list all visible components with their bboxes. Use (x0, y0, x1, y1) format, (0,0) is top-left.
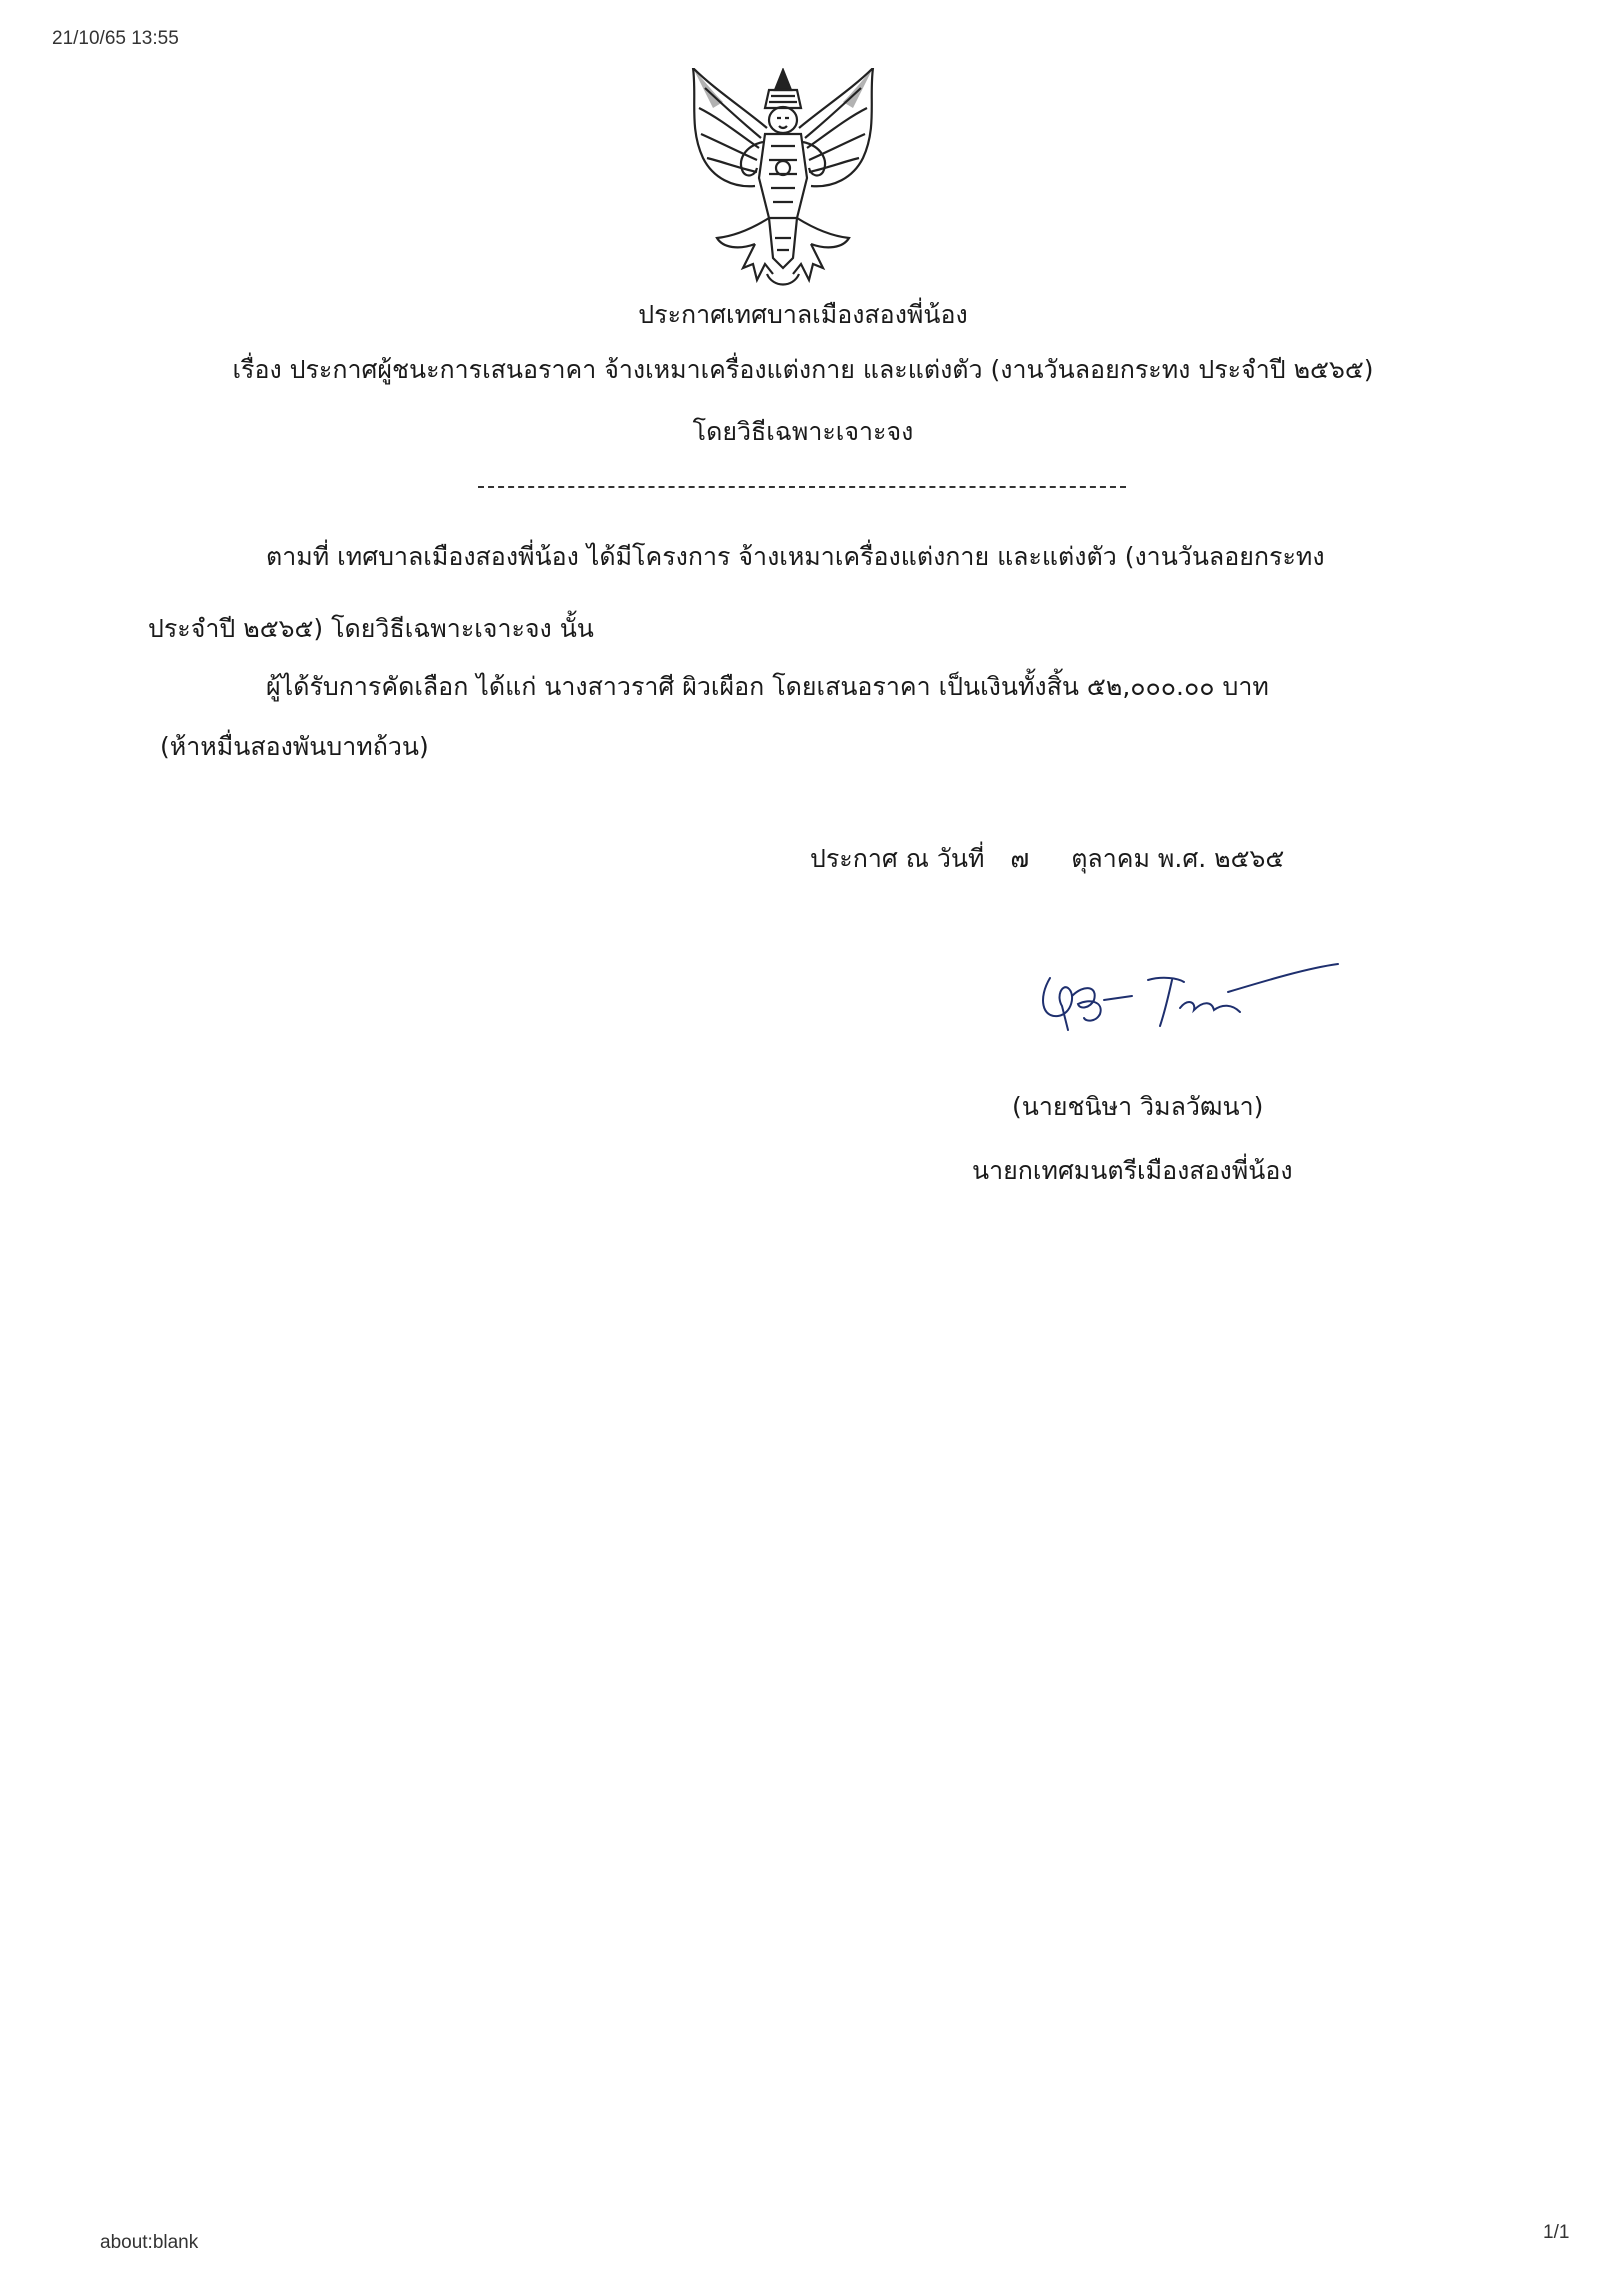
signatory-position: นายกเทศมนตรีเมืองสองพี่น้อง (972, 1156, 1293, 1185)
garuda-emblem-icon (683, 68, 883, 293)
para1-line2: ประจำปี ๒๕๖๕) โดยวิธีเฉพาะเจาะจง นั้น (148, 614, 594, 643)
heading-line-2: เรื่อง ประกาศผู้ชนะการเสนอราคา จ้างเหมาเครื่องแต่งกาย และแต่งตัว (งานวันลอยกระทง ประจำปี ๒๕๖๕) (232, 355, 1374, 384)
para2-line2: (ห้าหมื่นสองพันบาทถ้วน) (160, 732, 429, 761)
dashed-divider (478, 486, 1126, 488)
heading-line-1: ประกาศเทศบาลเมืองสองพี่น้อง (638, 300, 968, 329)
para1-line1: ตามที่ เทศบาลเมืองสองพี่น้อง ได้มีโครงการ จ้างเหมาเครื่องแต่งกาย และแต่งตัว (งานวันลอยกระทง (266, 542, 1325, 571)
announcement-date (810, 842, 1284, 876)
print-page-count: 1/1 (1543, 2222, 1570, 2243)
heading-line-3: โดยวิธีเฉพาะเจาะจง (692, 417, 914, 446)
print-url: about:blank (100, 2232, 199, 2253)
signatory-name: (นายชนิษา วิมลวัฒนา) (1012, 1092, 1264, 1121)
announcement-prefix: ประกาศ ณ วันที่ (810, 844, 985, 873)
announcement-day: ๗ (1010, 844, 1030, 873)
announcement-month-year: ตุลาคม พ.ศ. ๒๕๖๕ (1071, 844, 1285, 873)
para2-line1: ผู้ได้รับการคัดเลือก ได้แก่ นางสาวราศี ผิวเผือก โดยเสนอราคา เป็นเงินทั้งสิ้น ๕๒,๐๐๐.๐๐ บาท (266, 672, 1269, 701)
print-timestamp: 21/10/65 13:55 (52, 28, 179, 49)
handwritten-signature-icon (1028, 948, 1348, 1038)
